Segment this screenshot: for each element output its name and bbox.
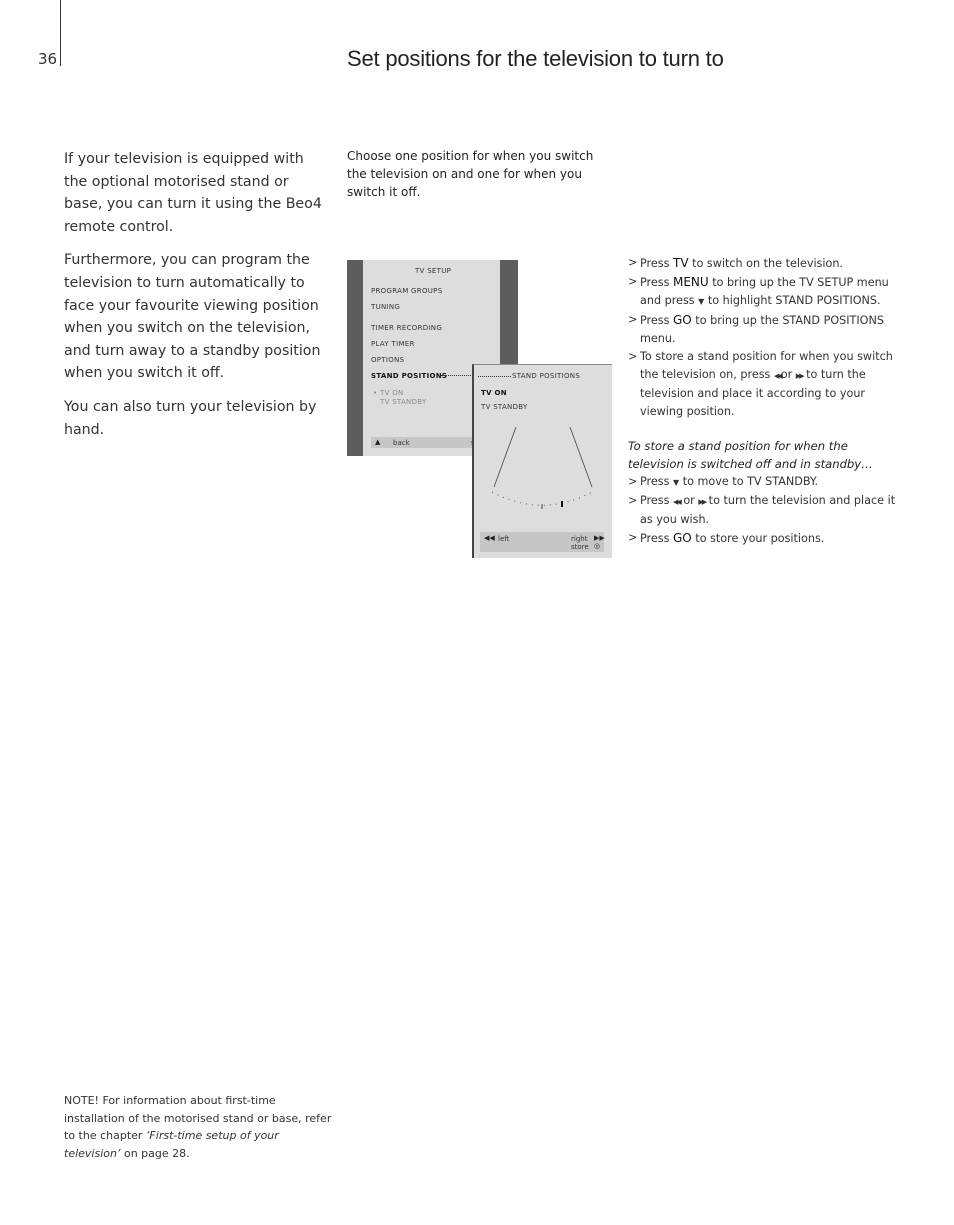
go-key: GO: [673, 531, 692, 545]
step-5: > Press ▼ to move to TV STANDBY.: [628, 475, 819, 488]
rotation-diagram: [474, 415, 612, 525]
note-text: [64, 1092, 332, 1162]
intro-text: [64, 148, 322, 452]
step-1: > Press TV to switch on the television.: [628, 256, 843, 270]
step-3: > Press GO to bring up the STAND POSITIONS menu.: [628, 313, 884, 345]
step-6: > Press ◀◀ or ▶▶ to turn the television and place it as you wish.: [628, 494, 896, 526]
menu-item-tuning: TUNING: [371, 303, 401, 311]
bullet-icon: •: [373, 389, 378, 397]
tv-setup-menu-title: TV SETUP: [415, 267, 452, 275]
menu-item-tv-standby: TV STANDBY: [481, 403, 528, 411]
menu-item-play-timer: PLAY TIMER: [371, 340, 415, 348]
stand-positions-menu: [472, 364, 612, 558]
menu-item-timer-recording: TIMER RECORDING: [371, 324, 443, 332]
left-label: left: [498, 535, 510, 543]
down-arrow-icon: ▼: [673, 478, 680, 487]
go-icon: ◎: [594, 542, 601, 550]
stand-positions-menu-title: STAND POSITIONS: [512, 372, 581, 380]
menu-item-program-groups: PROGRAM GROUPS: [371, 287, 443, 295]
instruction-steps: [628, 254, 903, 548]
menu-key: MENU: [673, 275, 709, 289]
page-title: Set positions for the television to turn to: [347, 46, 724, 71]
rewind-icon: ◀◀: [673, 498, 680, 506]
step-2: > Press MENU to bring up the TV SETUP menu and press ▼ to highlight STAND POSITIONS.: [628, 275, 889, 307]
menu-item-tv-on: TV ON: [481, 389, 507, 397]
sub-item-tv-standby: TV STANDBY: [380, 398, 427, 406]
intro-paragraph-2: Furthermore, you can program the television to turn automatically to face your favourite viewing position when you switch on the television, and turn away to a standby position when you switch it off.: [64, 252, 321, 382]
note-paragraph: NOTE! For information about first-time installation of the motorised stand or base, refer to the chapter ‘First-time setup of your television’ on page 28.: [64, 1094, 332, 1160]
margin-rule: [60, 0, 61, 66]
fast-forward-icon: ▶▶: [594, 534, 605, 542]
standby-heading: To store a stand position for when the television is switched off and in standby…: [628, 439, 873, 471]
rewind-icon: ◀◀: [484, 534, 495, 542]
tv-key: TV: [673, 256, 689, 270]
store-label: store: [571, 543, 589, 551]
go-key: GO: [673, 313, 692, 327]
stand-positions-menu-footer: [480, 532, 604, 552]
menu-item-stand-positions: STAND POSITIONS: [371, 372, 448, 380]
menu-item-options: OPTIONS: [371, 356, 405, 364]
step-7: > Press GO to store your positions.: [628, 531, 825, 545]
back-label: back: [393, 439, 410, 447]
connector-dots: [478, 376, 511, 377]
fast-forward-icon: ▶▶: [795, 372, 803, 380]
rewind-icon: ◀◀: [773, 372, 781, 380]
down-arrow-icon: ▼: [698, 297, 705, 306]
lead-paragraph: Choose one position for when you switch the television on and one for when you switch it off.: [347, 149, 594, 199]
step-4: > To store a stand position for when you switch the television on, press ◀◀or ▶▶ to turn the television and place it according to your viewing position.: [628, 350, 893, 418]
intro-paragraph-3: You can also turn your television by hand.: [64, 398, 317, 438]
sub-item-tv-on: TV ON: [380, 389, 404, 397]
right-label: right: [571, 535, 588, 543]
fast-forward-go-icons: [594, 534, 605, 550]
fast-forward-icon: ▶▶: [698, 498, 706, 506]
intro-paragraph-1: If your television is equipped with the optional motorised stand or base, you can turn it using the Beo4 remote control.: [64, 151, 322, 235]
chapter-reference: ‘First-time setup of your television’: [64, 1129, 279, 1160]
up-arrow-icon: ▲: [375, 438, 381, 446]
right-store-labels: [571, 535, 589, 551]
lead-text: [347, 147, 615, 201]
page-number: 36: [38, 50, 58, 68]
